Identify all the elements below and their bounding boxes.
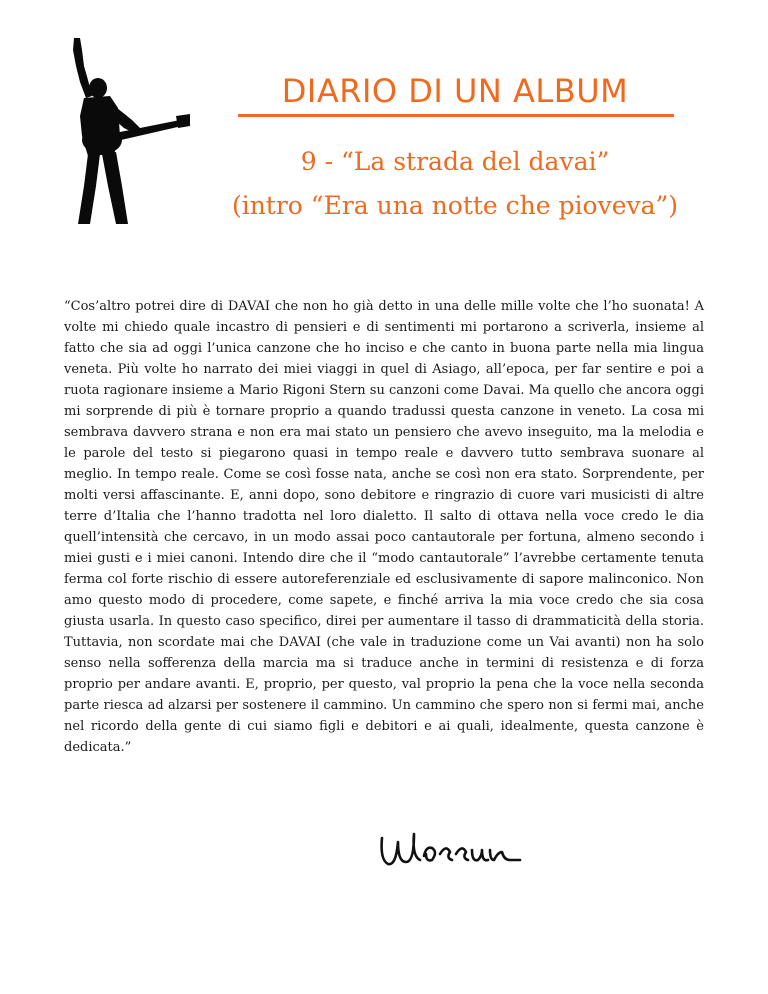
title-underline — [238, 114, 674, 117]
guitarist-silhouette-icon — [40, 36, 190, 226]
body-paragraph: “Cos’altro potrei dire di DAVAI che non ho già detto in una delle mille volte che l’ho suonata! A volte mi chiedo quale incastro di pensieri e di sentimenti mi portarono a scriverla, insieme al fatto che sia ad oggi l’unica canzone che ho inciso e che canto in buona parte nella mia lingua veneta. Più volte ho narrato dei miei viaggi in quel di Asiago, all’epoca, per far sentire e poi a ruota ragionare insieme a Mario Rigoni Stern su canzoni come Davai. Ma quello che ancora oggi mi sorprende di più è tornare proprio a quando tradussi questa canzone in veneto. La cosa mi sembrava davvero strana e non era mai stato un pensiero che avevo inseguito, ma la melodia e le parole del testo si piegarono quasi in tempo reale e davvero tutto sembrava suonare al meglio. In tempo reale. Come se così fosse nata, anche se così non era stato. Sorprendente, per molti versi affascinante. E, anni dopo, sono debitore e ringrazio di cuore vari musicisti di altre terre d’Italia che l’hanno tradotta nel loro dialetto. Il salto di ottava nella voce credo le dia quell’intensità che cercavo, in un modo assai poco cantautorale per fortuna, almeno secondo i miei gusti e i miei canoni. Intendo dire che il “modo cantautorale” l’avrebbe certamente tenuta ferma col forte rischio di essere autoreferenziale ed esclusivamente di sapore malinconico. Non amo questo modo di procedere, come sapete, e finché arriva la mia voce credo che sia cosa giusta usarla. In questo caso specifico, direi per aumentare il tasso di drammaticità della storia. Tuttavia, non scordate mai che DAVAI (che vale in traduzione come un Vai avanti) non ha solo senso nella sofferenza della marcia ma si traduce anche in termini di resistenza e di forza proprio per andare avanti. E, proprio, per questo, val proprio la pena che la voce nella seconda parte riesca ad alzarsi per sostenere il cammino. Un cammino che spero non si fermi mai, anche nel ricordo della gente di cui siamo figli e debitori e ai quali, idealmente, questa canzone è dedicata.” — [64, 299, 704, 755]
handwritten-signature — [376, 820, 526, 880]
page-title: DIARIO DI UN ALBUM — [281, 72, 629, 110]
subtitle-line-2: (intro “Era una notte che pioveva”) — [231, 191, 679, 220]
subtitle-line-1: 9 - “La strada del davai” — [300, 147, 610, 176]
subtitle-block — [200, 140, 710, 228]
